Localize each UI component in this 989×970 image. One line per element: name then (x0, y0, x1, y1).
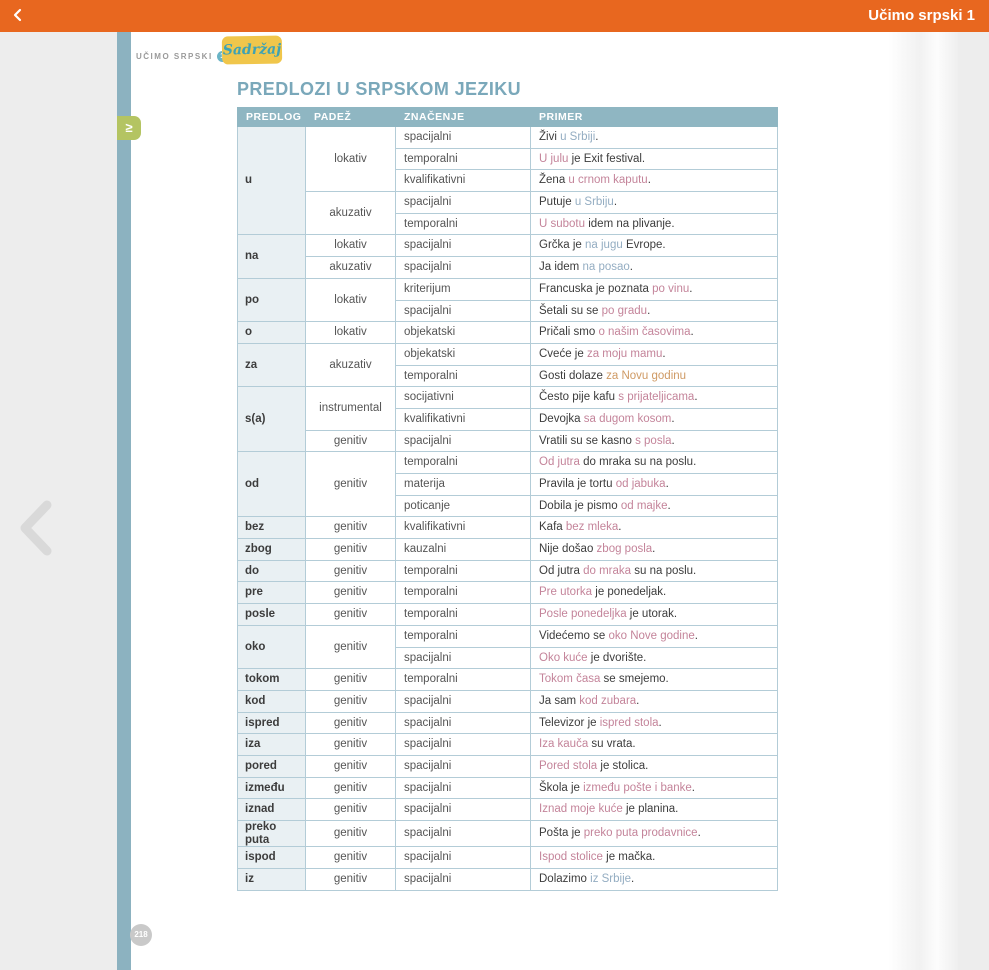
column-header: PADEŽ (306, 108, 396, 127)
highlight-pink: oko Nove godine (608, 629, 695, 642)
table-row (238, 625, 778, 647)
primer-cell (531, 821, 778, 847)
padez-cell: akuzativ (306, 192, 396, 235)
brand-label: UČIMO SRPSKI (136, 52, 213, 61)
header-row (238, 108, 778, 127)
padez-cell: genitiv (306, 690, 396, 712)
padez-cell: lokativ (306, 322, 396, 344)
table-row (238, 560, 778, 582)
primer-cell (531, 647, 778, 669)
highlight-blue: na posao (582, 261, 630, 274)
predlog-cell: ispod (238, 847, 306, 869)
padez-cell: genitiv (306, 669, 396, 691)
primer-text: Dolazimo (539, 872, 591, 885)
brand (136, 51, 228, 62)
primer-text: . (647, 304, 651, 317)
znacenje-cell: materija (396, 474, 531, 496)
primer-cell (531, 690, 778, 712)
table-row (238, 669, 778, 691)
table-row (238, 257, 778, 279)
primer-cell (531, 148, 778, 170)
predlog-cell: pre (238, 582, 306, 604)
predlog-cell: iza (238, 734, 306, 756)
primer-cell (531, 127, 778, 149)
highlight-pink: u crnom kaputu (568, 174, 648, 187)
primer-cell (531, 365, 778, 387)
highlight-pink: U julu (539, 152, 569, 165)
znacenje-cell: spacijalni (396, 777, 531, 799)
primer-text: Pravila je tortu (539, 478, 616, 491)
highlight-pink: Od jutra (539, 456, 580, 469)
predlog-cell: zbog (238, 539, 306, 561)
predlog-cell: posle (238, 604, 306, 626)
highlight-pink: Ispod stolice (539, 851, 603, 864)
primer-text: Gosti dolaze (539, 369, 607, 382)
section-bookmark-tab[interactable]: ≥ (117, 116, 141, 140)
primer-text: je mačka. (602, 851, 656, 864)
table-row (238, 517, 778, 539)
primer-text: Vratili su se kasno (539, 434, 636, 447)
highlight-pink: s prijateljicama (618, 391, 695, 404)
primer-cell (531, 517, 778, 539)
chevron-left-icon (16, 499, 56, 557)
table-row (238, 734, 778, 756)
table-row (238, 192, 778, 214)
padez-cell: genitiv (306, 847, 396, 869)
primer-text: je Exit festival. (568, 152, 646, 165)
znacenje-cell: temporalni (396, 365, 531, 387)
predlog-cell: oko (238, 625, 306, 668)
primer-text: idem na plivanje. (585, 217, 675, 230)
primer-cell (531, 734, 778, 756)
primer-text: Evrope. (622, 239, 666, 252)
highlight-pink: za moju mamu (586, 347, 663, 360)
highlight-pink: po vinu (652, 282, 690, 295)
table-row (238, 539, 778, 561)
primer-text: . (694, 391, 698, 404)
primer-text: . (694, 629, 698, 642)
column-header: PREDLOG (238, 108, 306, 127)
znacenje-cell: socijativni (396, 387, 531, 409)
znacenje-cell: spacijalni (396, 235, 531, 257)
primer-cell (531, 560, 778, 582)
primer-text: su na poslu. (631, 564, 697, 577)
highlight-blue: u Srbiju (574, 196, 614, 209)
highlight-blue: u Srbiji (560, 131, 596, 144)
primer-cell (531, 235, 778, 257)
padez-cell: instrumental (306, 387, 396, 430)
highlight-pink: Iza kauča (539, 738, 589, 751)
primer-text: . (691, 781, 695, 794)
primer-text: do mraka su na poslu. (579, 456, 697, 469)
table-row (238, 690, 778, 712)
znacenje-cell: kvalifikativni (396, 170, 531, 192)
znacenje-cell: spacijalni (396, 734, 531, 756)
znacenje-cell: spacijalni (396, 868, 531, 890)
primer-text: . (595, 131, 599, 144)
padez-cell: genitiv (306, 582, 396, 604)
previous-page-button[interactable] (14, 498, 58, 560)
znacenje-cell: temporalni (396, 669, 531, 691)
primer-cell (531, 322, 778, 344)
primer-text: se smejemo. (600, 673, 669, 686)
book-page (117, 32, 958, 970)
highlight-pink: Pre utorka (539, 586, 593, 599)
highlight-pink: bez mleka (565, 521, 619, 534)
primer-text: Ja sam (539, 694, 580, 707)
primer-text: . (689, 282, 693, 295)
predlog-cell: kod (238, 690, 306, 712)
padez-cell: genitiv (306, 821, 396, 847)
predlog-cell: za (238, 343, 306, 386)
primer-text: . (629, 261, 633, 274)
primer-cell (531, 604, 778, 626)
predlog-cell: s(a) (238, 387, 306, 452)
table-row (238, 387, 778, 409)
padez-cell: genitiv (306, 560, 396, 582)
primer-text: . (647, 174, 651, 187)
primer-text: Pošta je (539, 827, 584, 840)
padez-cell: genitiv (306, 604, 396, 626)
znacenje-cell: temporalni (396, 604, 531, 626)
primer-text: . (690, 326, 694, 339)
top-bar (0, 0, 989, 32)
highlight-blue: iz Srbije (590, 872, 632, 885)
primer-text: Putuje (539, 196, 575, 209)
predlog-cell: bez (238, 517, 306, 539)
highlight-pink: o našim časovima (598, 326, 691, 339)
predlog-cell: iz (238, 868, 306, 890)
primer-cell (531, 408, 778, 430)
table-row (238, 799, 778, 821)
predlog-cell: pored (238, 755, 306, 777)
table-row (238, 821, 778, 847)
predlog-cell: ispred (238, 712, 306, 734)
table-row (238, 430, 778, 452)
table-row (238, 868, 778, 890)
primer-cell (531, 452, 778, 474)
primer-text: . (618, 521, 622, 534)
primer-text: . (665, 478, 669, 491)
znacenje-cell: spacijalni (396, 799, 531, 821)
highlight-pink: između pošte i banke (583, 781, 692, 794)
page-spine-stripe (117, 32, 131, 970)
primer-cell (531, 170, 778, 192)
table-row (238, 582, 778, 604)
primer-cell (531, 712, 778, 734)
primer-text: Devojka (539, 412, 584, 425)
znacenje-cell: temporalni (396, 213, 531, 235)
primer-text: je planina. (622, 803, 679, 816)
column-header: PRIMER (531, 108, 778, 127)
padez-cell: genitiv (306, 539, 396, 561)
highlight-pink: ispred stola (599, 716, 659, 729)
znacenje-cell: spacijalni (396, 127, 531, 149)
znacenje-cell: temporalni (396, 148, 531, 170)
padez-cell: genitiv (306, 868, 396, 890)
predlog-cell: između (238, 777, 306, 799)
znacenje-cell: spacijalni (396, 847, 531, 869)
primer-cell (531, 669, 778, 691)
primer-text: Ja idem (539, 261, 583, 274)
primer-text: Kafa (539, 521, 566, 534)
primer-text: . (662, 347, 666, 360)
znacenje-cell: spacijalni (396, 300, 531, 322)
highlight-pink: od majke (620, 499, 668, 512)
primer-text: su vrata. (588, 738, 636, 751)
highlight-pink: do mraka (583, 564, 632, 577)
znacenje-cell: kauzalni (396, 539, 531, 561)
primer-text: Nije došao (539, 543, 597, 556)
primer-text: je stolica. (597, 759, 649, 772)
primer-text: Videćemo se (539, 629, 609, 642)
primer-text: Francuska je poznata (539, 282, 653, 295)
znacenje-cell: poticanje (396, 495, 531, 517)
predlog-cell: o (238, 322, 306, 344)
highlight-pink: sa dugom kosom (583, 412, 672, 425)
znacenje-cell: spacijalni (396, 690, 531, 712)
predlog-cell: tokom (238, 669, 306, 691)
znacenje-cell: objekatski (396, 322, 531, 344)
table-row (238, 712, 778, 734)
table-row (238, 235, 778, 257)
highlight-pink: preko puta prodavnice (583, 827, 698, 840)
primer-text: . (671, 412, 675, 425)
app-title: Učimo srpski 1 (868, 7, 975, 24)
padez-cell: genitiv (306, 734, 396, 756)
primer-cell (531, 474, 778, 496)
padez-cell: genitiv (306, 755, 396, 777)
padez-cell: akuzativ (306, 257, 396, 279)
znacenje-cell: spacijalni (396, 192, 531, 214)
znacenje-cell: temporalni (396, 452, 531, 474)
znacenje-cell: temporalni (396, 625, 531, 647)
column-header: ZNAČENJE (396, 108, 531, 127)
highlight-pink: Tokom časa (539, 673, 601, 686)
predlog-cell: u (238, 127, 306, 235)
primer-text: . (652, 543, 656, 556)
primer-text: . (671, 434, 675, 447)
primer-cell (531, 387, 778, 409)
primer-cell (531, 213, 778, 235)
padez-cell: genitiv (306, 452, 396, 517)
primer-cell (531, 495, 778, 517)
highlight-pink: U subotu (539, 217, 586, 230)
padez-cell: genitiv (306, 430, 396, 452)
highlight-pink: Oko kuće (539, 651, 588, 664)
primer-text: Često pije kafu (539, 391, 619, 404)
primer-cell (531, 300, 778, 322)
primer-cell (531, 777, 778, 799)
padez-cell: genitiv (306, 799, 396, 821)
table-header (238, 108, 778, 127)
highlight-pink: s posla (635, 434, 672, 447)
primer-text: Dobila je pismo (539, 499, 621, 512)
highlight-tan: za Novu godinu (606, 369, 687, 382)
primer-cell (531, 625, 778, 647)
table-row (238, 777, 778, 799)
primer-text: . (631, 872, 635, 885)
table-row (238, 755, 778, 777)
predlog-cell: do (238, 560, 306, 582)
primer-text: Škola je (539, 781, 584, 794)
primer-text: Grčka je (539, 239, 586, 252)
highlight-pink: po gradu (601, 304, 648, 317)
highlight-pink: od jabuka (615, 478, 666, 491)
znacenje-cell: spacijalni (396, 430, 531, 452)
table-row (238, 278, 778, 300)
padez-cell: lokativ (306, 278, 396, 321)
predlog-cell: iznad (238, 799, 306, 821)
primer-text: Televizor je (539, 716, 600, 729)
padez-cell: lokativ (306, 127, 396, 192)
table-row (238, 322, 778, 344)
page-number-badge: 218 (130, 924, 152, 946)
sadrzaj-button[interactable]: Sadržaj (222, 35, 282, 64)
primer-text: Živi (539, 131, 561, 144)
predlog-cell: na (238, 235, 306, 278)
padez-cell: genitiv (306, 625, 396, 668)
chevron-left-icon (10, 7, 26, 23)
prepositions-table (237, 107, 778, 891)
padez-cell: akuzativ (306, 343, 396, 386)
primer-text: Žena (539, 174, 569, 187)
primer-text: Od jutra (539, 564, 584, 577)
page-title: PREDLOZI U SRPSKOM JEZIKU (237, 79, 522, 99)
znacenje-cell: kriterijum (396, 278, 531, 300)
table-row (238, 343, 778, 365)
primer-cell (531, 582, 778, 604)
primer-cell (531, 755, 778, 777)
predlog-cell: preko puta (238, 821, 306, 847)
padez-cell: genitiv (306, 712, 396, 734)
primer-text: Pričali smo (539, 326, 599, 339)
primer-text: je utorak. (626, 608, 678, 621)
padez-cell: genitiv (306, 777, 396, 799)
table-row (238, 604, 778, 626)
primer-cell (531, 192, 778, 214)
primer-cell (531, 799, 778, 821)
table-row (238, 847, 778, 869)
highlight-pink: zbog posla (596, 543, 653, 556)
primer-text: . (658, 716, 662, 729)
primer-text: je ponedeljak. (592, 586, 667, 599)
primer-text: Šetali su se (539, 304, 602, 317)
predlog-cell: od (238, 452, 306, 517)
znacenje-cell: temporalni (396, 582, 531, 604)
padez-cell: genitiv (306, 517, 396, 539)
primer-text: . (667, 499, 671, 512)
znacenje-cell: spacijalni (396, 647, 531, 669)
primer-cell (531, 257, 778, 279)
znacenje-cell: objekatski (396, 343, 531, 365)
primer-cell (531, 343, 778, 365)
primer-text: . (697, 827, 701, 840)
predlog-cell: po (238, 278, 306, 321)
znacenje-cell: temporalni (396, 560, 531, 582)
znacenje-cell: kvalifikativni (396, 408, 531, 430)
table-row (238, 452, 778, 474)
znacenje-cell: spacijalni (396, 755, 531, 777)
highlight-pink: Posle ponedeljka (539, 608, 627, 621)
primer-text: . (613, 196, 618, 209)
znacenje-cell: spacijalni (396, 257, 531, 279)
primer-text: . (636, 694, 640, 707)
primer-text: je dvorište. (587, 651, 647, 664)
table-row (238, 127, 778, 149)
znacenje-cell: spacijalni (396, 712, 531, 734)
highlight-blue: na jugu (585, 239, 623, 252)
primer-cell (531, 868, 778, 890)
highlight-pink: Iznad moje kuće (539, 803, 623, 816)
back-button[interactable] (6, 4, 30, 28)
znacenje-cell: spacijalni (396, 821, 531, 847)
padez-cell: lokativ (306, 235, 396, 257)
primer-cell (531, 278, 778, 300)
primer-cell (531, 539, 778, 561)
primer-cell (531, 847, 778, 869)
highlight-pink: kod zubara (579, 694, 637, 707)
znacenje-cell: kvalifikativni (396, 517, 531, 539)
primer-text: Cveće je (539, 347, 587, 360)
highlight-pink: Pored stola (539, 759, 598, 772)
primer-cell (531, 430, 778, 452)
